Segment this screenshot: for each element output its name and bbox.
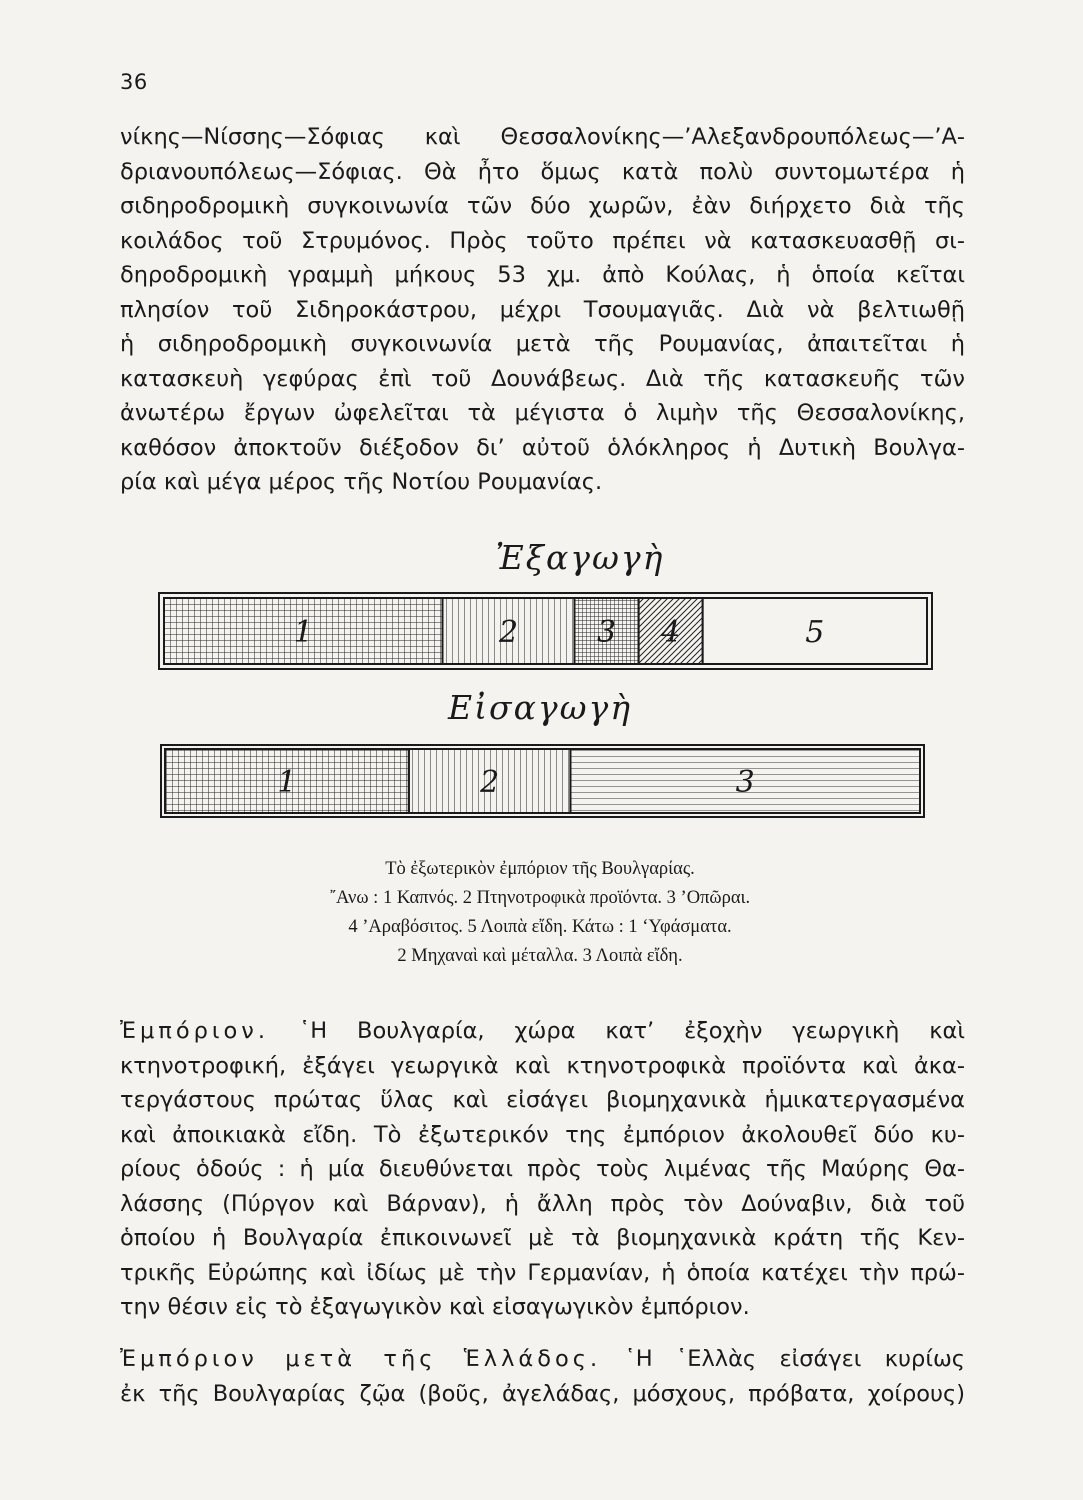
paragraph-trade xyxy=(120,1014,965,1325)
caption-legend-line: 2 Μηχαναὶ καὶ μέταλλα. 3 Λοιπὰ εἴδη. xyxy=(397,946,683,966)
paragraph-line: νίκης—Νίσσης—Σόφιας καὶ Θεσσαλονίκης—’Αλεξανδρουπόλεως—’Α- xyxy=(120,124,965,150)
import-chart xyxy=(160,744,925,818)
paragraph-line: κτηνοτροφική, ἐξάγει γεωργικὰ καὶ κτηνοτροφικὰ προϊόντα καὶ ἀκα- xyxy=(120,1052,965,1079)
bar-segment-label: 3 xyxy=(735,765,755,800)
caption-legend-line: 4 ’Αραβόσιτος. 5 Λοιπὰ εἴδη. Κάτω : 1 ‘Υφάσματα. xyxy=(348,917,732,937)
caption-legend-line: ῎Ανω : 1 Καπνός. 2 Πτηνοτροφικὰ προϊόντα. 3 ’Οπῶραι. xyxy=(329,888,751,908)
caption-title: Τὸ ἐξωτερικὸν ἐμπόριον τῆς Βουλγαρίας. xyxy=(385,859,695,879)
paragraph-line: λάσσης (Πύργον καὶ Βάρναν), ἡ ἄλλη πρὸς τὸν Δούναβιν, διὰ τοῦ xyxy=(120,1190,965,1217)
paragraph-first-line xyxy=(120,1342,965,1377)
bar-segment-label: 4 xyxy=(661,615,681,650)
paragraph-line: ἡ σιδηροδρομικὴ συγκοινωνία μετὰ τῆς Ρουμανίας, ἀπαιτεῖται ἡ xyxy=(120,331,965,357)
paragraph-line: καὶ ἀποικιακὰ εἴδη. Τὸ ἐξωτερικόν της ἐμπόριον ἀκολουθεῖ δύο κυ- xyxy=(120,1121,965,1148)
paragraph-line: ἐκ τῆς Βουλγαρίας ζῷα (βοῦς, ἀγελάδας, μόσχους, πρόβατα, χοίρους) xyxy=(120,1380,965,1407)
export-chart-title: Ἐξαγωγὴ xyxy=(495,538,665,577)
export-chart xyxy=(158,592,933,670)
chart-caption xyxy=(160,855,920,971)
section-heading: Ἐμπόριον μετὰ τῆς Ἑλλάδος. xyxy=(120,1346,602,1372)
paragraph-line: τρικῆς Εὐρώπης καὶ ἰδίως μὲ τὴν Γερμανίαν, ἡ ὁποία κατέχει τὴν πρώ- xyxy=(120,1259,965,1286)
paragraph-line: ἀνωτέρω ἔργων ὠφελεῖται τὰ μέγιστα ὁ λιμὴν τῆς Θεσσαλονίκης, xyxy=(120,400,965,426)
paragraph-first-line xyxy=(120,1014,965,1049)
paragraph-line-text: ῾Η Βουλγαρία, χώρα κατ’ ἐξοχὴν γεωργικὴ καὶ xyxy=(298,1018,965,1044)
paragraph-line: ρίους ὁδούς : ἡ μία διευθύνεται πρὸς τοὺς λιμένας τῆς Μαύρης Θα- xyxy=(120,1156,965,1182)
paragraph-line: δριανουπόλεως—Σόφιας. Θὰ ἦτο ὅμως κατὰ πολὺ συντομωτέρα ἡ xyxy=(120,158,965,185)
import-chart-title: Εἰσαγωγὴ xyxy=(448,688,632,727)
paragraph-line: σιδηροδρομικὴ συγκοινωνία τῶν δύο χωρῶν, ἐὰν διήρχετο διὰ τῆς xyxy=(120,193,965,219)
paragraph-line: κοιλάδος τοῦ Στρυμόνος. Πρὸς τοῦτο πρέπει νὰ κατασκευασθῇ σι- xyxy=(120,227,965,254)
paragraph-line-text: ῾Η ῾Ελλὰς εἰσάγει κυρίως xyxy=(624,1346,965,1372)
bar-segment-label: 3 xyxy=(596,615,617,650)
paragraph-line: ὁποίου ἡ Βουλγαρία ἐπικοινωνεῖ μὲ τὰ βιομηχανικὰ κράτη τῆς Κεν- xyxy=(120,1225,965,1251)
bar-segment-label: 1 xyxy=(293,615,313,650)
paragraph-line: την θέσιν εἰς τὸ ἐξαγωγικὸν καὶ εἰσαγωγικὸν ἐμπόριον. xyxy=(120,1294,750,1320)
bar-segment-label: 2 xyxy=(480,765,500,800)
section-heading: Ἐμπόριον. xyxy=(120,1018,270,1044)
paragraph-line: πλησίον τοῦ Σιδηροκάστρου, μέχρι Τσουμαγιᾶς. Διὰ νὰ βελτιωθῇ xyxy=(120,296,965,323)
paragraph-line: δηροδρομικὴ γραμμὴ μήκους 53 χμ. ἀπὸ Κούλας, ἡ ὁποία κεῖται xyxy=(120,262,965,288)
bar-segment-label: 2 xyxy=(498,615,519,650)
paragraph-greece xyxy=(120,1342,965,1411)
paragraph-railways xyxy=(120,120,965,500)
paragraph-line: καθόσον ἀποκτοῦν διέξοδον δι’ αὐτοῦ ὁλόκληρος ἡ Δυτικὴ Βουλγα- xyxy=(120,434,965,461)
bar-segment-label: 5 xyxy=(805,615,825,650)
paragraph-line: τεργάστους πρώτας ὕλας καὶ εἰσάγει βιομηχανικὰ ἡμικατεργασμένα xyxy=(120,1087,965,1113)
paragraph-line: ρία καὶ μέγα μέρος τῆς Νοτίου Ρουμανίας. xyxy=(120,469,603,495)
paragraph-line: κατασκευὴ γεφύρας ἐπὶ τοῦ Δουνάβεως. Διὰ τῆς κατασκευῆς τῶν xyxy=(120,365,965,392)
bar-segment-label: 1 xyxy=(277,765,297,800)
page-number: 36 xyxy=(120,70,148,94)
